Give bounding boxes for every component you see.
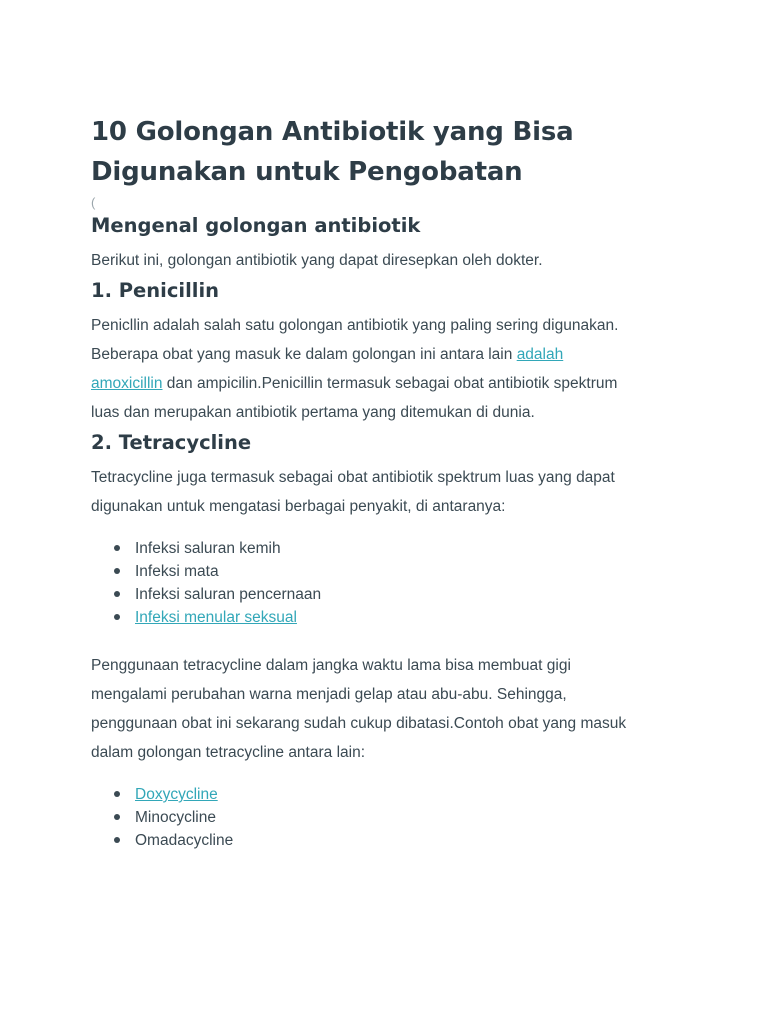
usage-line3: penggunaan obat ini sekarang sudah cukup dibatasi.Contoh obat yang masuk xyxy=(91,715,627,732)
penicillin-paragraph xyxy=(91,311,691,427)
list-item-link xyxy=(135,606,691,629)
link-amoxicillin[interactable]: amoxicillin xyxy=(91,375,163,392)
tetracycline-line1: Tetracycline juga termasuk sebagai obat antibiotik spektrum luas yang dapat xyxy=(91,469,615,486)
intro-text: Berikut ini, golongan antibiotik yang dapat diresepkan oleh dokter. xyxy=(91,252,543,269)
tetracycline-paragraph xyxy=(91,463,691,521)
article-title-line2: Digunakan untuk Pengobatan xyxy=(91,157,523,187)
link-doxycycline[interactable]: Doxycycline xyxy=(135,786,218,803)
article-title-line1: 10 Golongan Antibiotik yang Bisa xyxy=(91,117,574,147)
penicillin-line4: luas dan merupakan antibiotik pertama yang ditemukan di dunia. xyxy=(91,404,535,421)
stray-parenthesis: ( xyxy=(91,195,96,210)
penicillin-line3: dan ampicilin.Penicillin termasuk sebagai obat antibiotik spektrum xyxy=(162,375,618,392)
article-title xyxy=(91,112,691,192)
intro-heading: Mengenal golongan antibiotik xyxy=(91,214,421,237)
penicillin-heading: 1. Penicillin xyxy=(91,279,220,302)
list-item: Omadacycline xyxy=(135,829,691,852)
list-item-link xyxy=(135,783,691,806)
article xyxy=(91,112,691,852)
tetracycline-usage-paragraph xyxy=(91,651,691,767)
list-item: Infeksi saluran kemih xyxy=(135,537,691,560)
drug-list xyxy=(91,783,691,852)
usage-line2: mengalami perubahan warna menjadi gelap atau abu-abu. Sehingga, xyxy=(91,686,567,703)
disease-list xyxy=(91,537,691,629)
list-item: Infeksi saluran pencernaan xyxy=(135,583,691,606)
list-item: Minocycline xyxy=(135,806,691,829)
tetracycline-line2: digunakan untuk mengatasi berbagai penyakit, di antaranya: xyxy=(91,498,506,515)
list-item: Infeksi mata xyxy=(135,560,691,583)
usage-line4: dalam golongan tetracycline antara lain: xyxy=(91,744,366,761)
penicillin-line2: Beberapa obat yang masuk ke dalam golongan ini antara lain xyxy=(91,346,517,363)
usage-line1: Penggunaan tetracycline dalam jangka waktu lama bisa membuat gigi xyxy=(91,657,571,674)
penicillin-line1: Penicllin adalah salah satu golongan antibiotik yang paling sering digunakan. xyxy=(91,317,619,334)
link-infeksi-menular-seksual[interactable]: Infeksi menular seksual xyxy=(135,609,297,626)
link-adalah[interactable]: adalah xyxy=(516,346,564,363)
tetracycline-heading: 2. Tetracycline xyxy=(91,431,252,454)
